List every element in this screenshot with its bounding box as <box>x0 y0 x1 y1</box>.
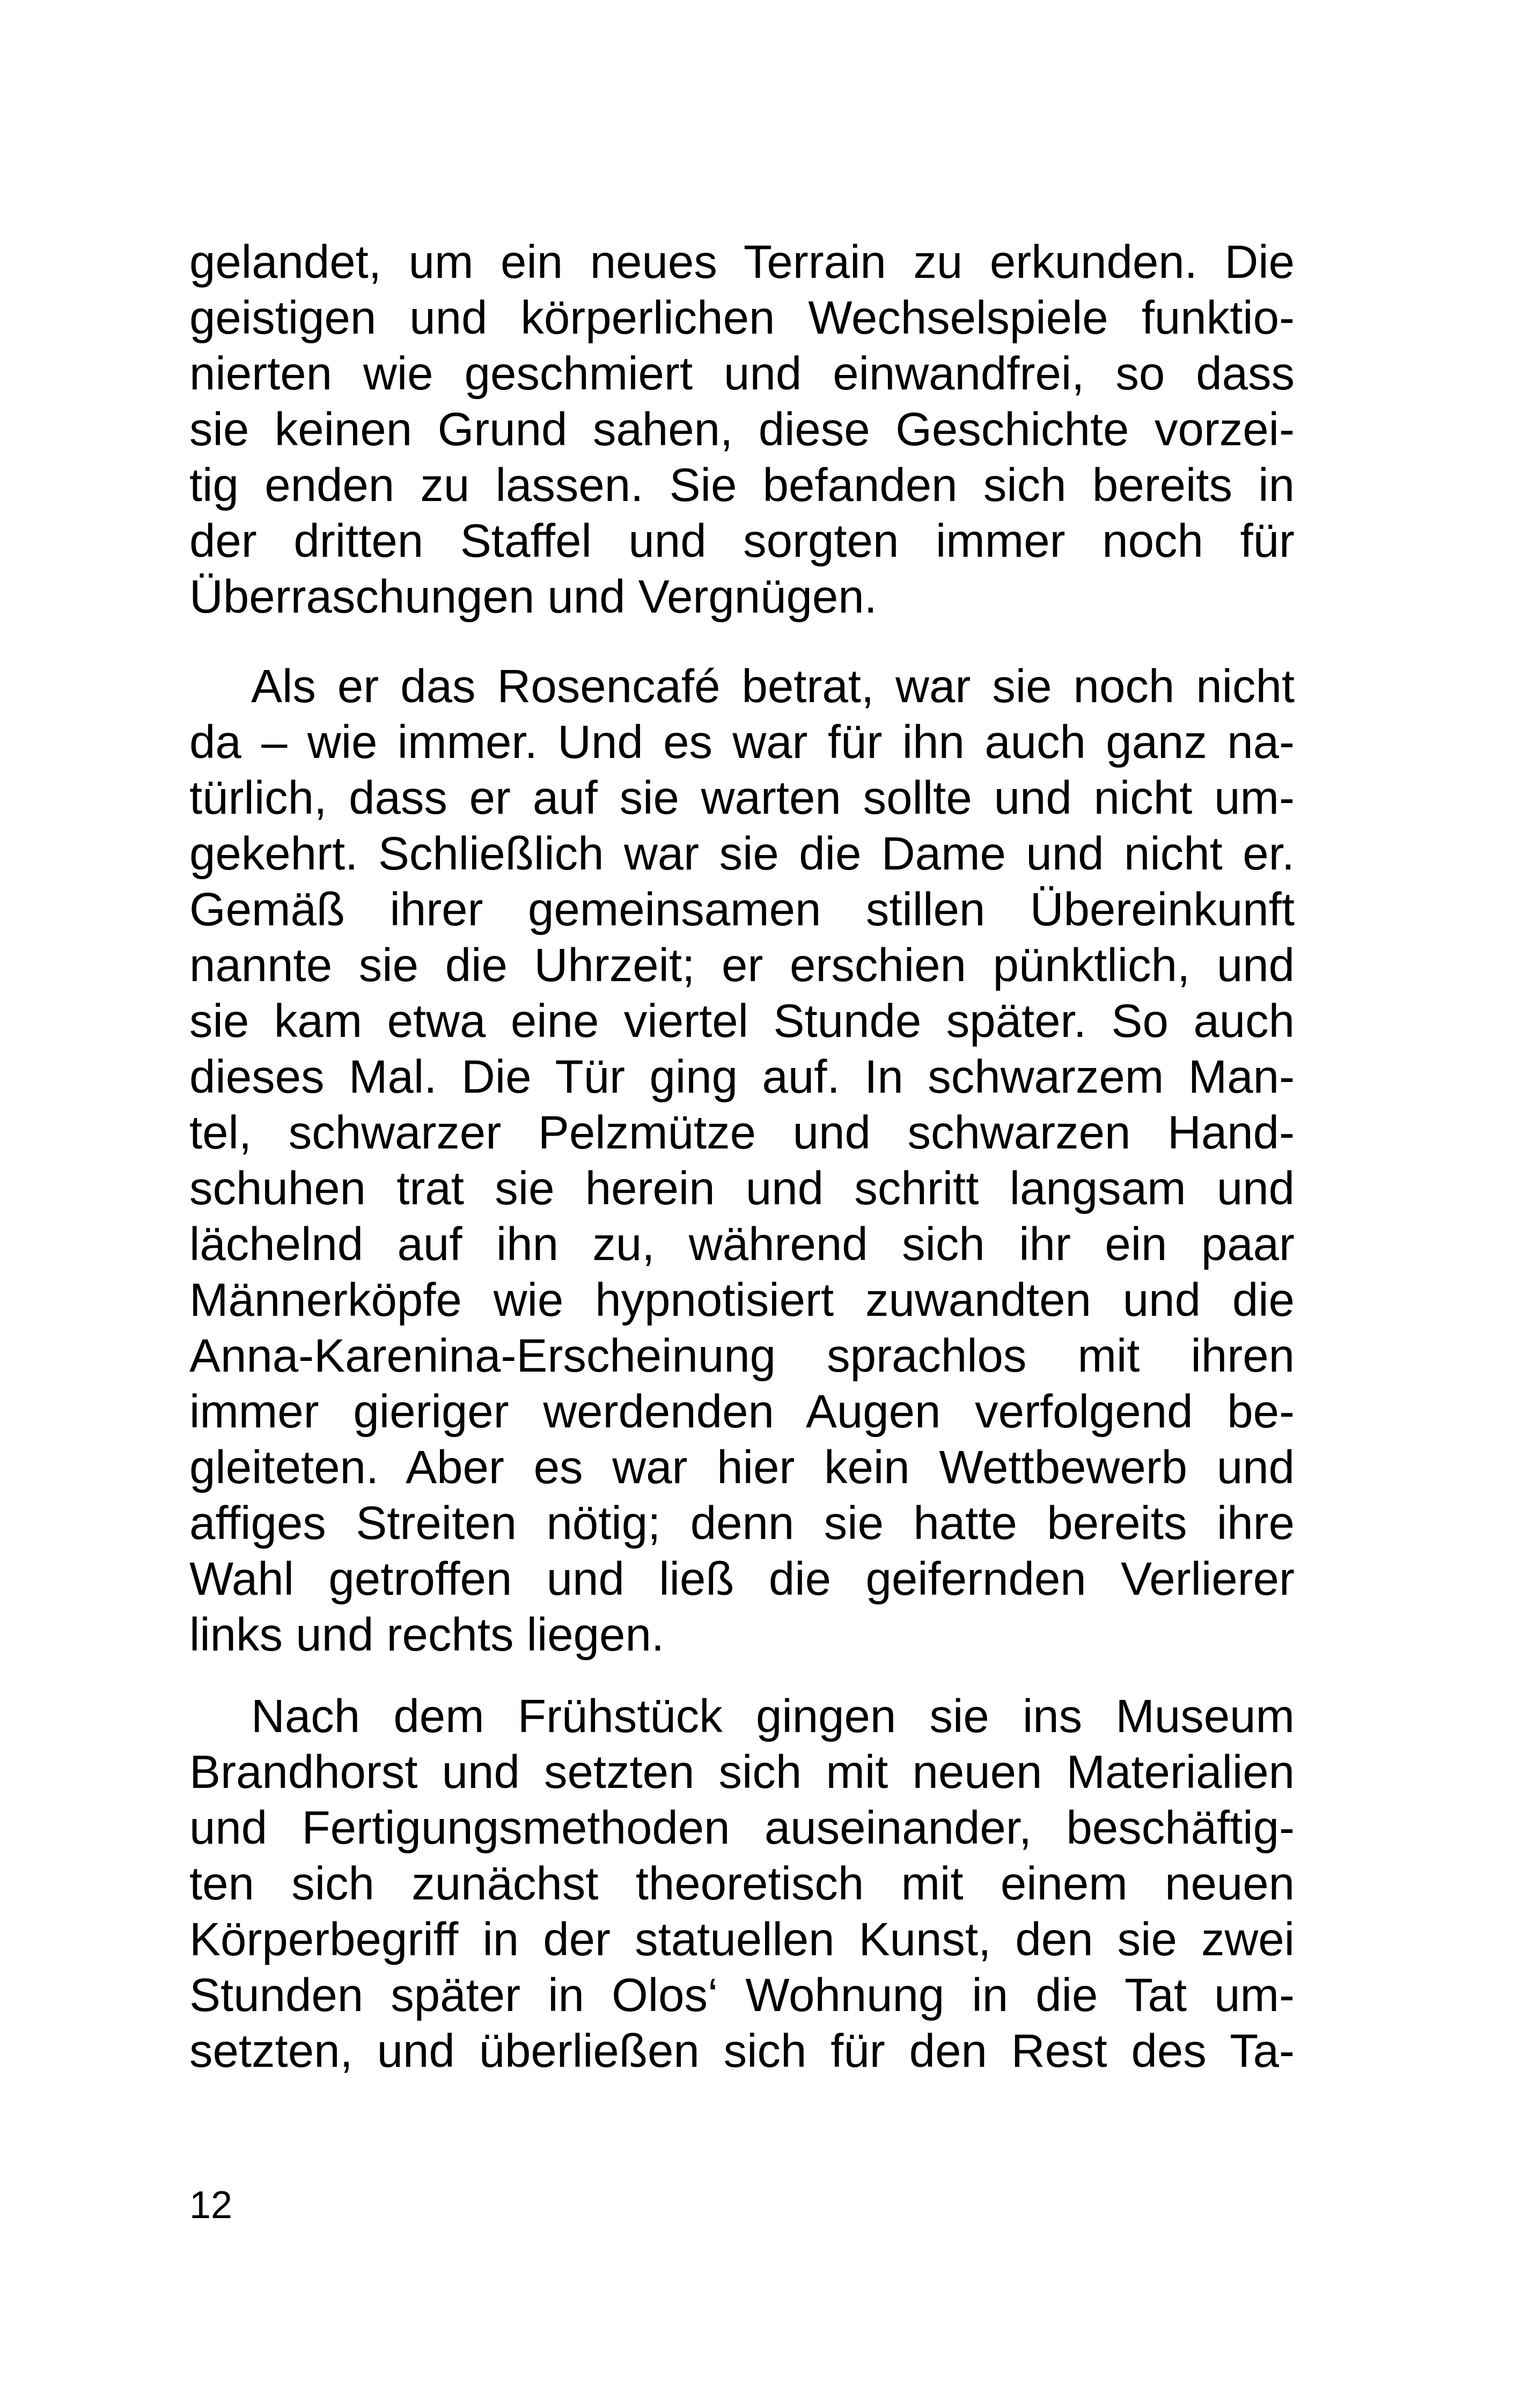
text-line: Brandhorst und setzten sich mit neuen Materialien <box>189 1746 1295 1798</box>
paragraph-1 <box>189 234 1295 625</box>
text-line: Überraschungen und Vergnügen. <box>189 571 877 623</box>
text-line: nierten wie geschmiert und einwandfrei, so dass <box>189 348 1295 400</box>
text-line: ten sich zunächst theoretisch mit einem neuen <box>189 1858 1295 1910</box>
text-line: Körperbegriff in der statuellen Kunst, den sie zwei <box>189 1913 1295 1965</box>
text-line: Anna-Karenina-Erscheinung sprachlos mit ihren <box>189 1330 1295 1382</box>
text-line: gelandet, um ein neues Terrain zu erkunden. Die <box>189 236 1295 288</box>
text-line: Wahl getroffen und ließ die geifernden Verlierer <box>189 1553 1295 1605</box>
text-line: affiges Streiten nötig; denn sie hatte bereits ihre <box>189 1497 1295 1549</box>
page-number: 12 <box>189 2184 233 2227</box>
text-line: gleiteten. Aber es war hier kein Wettbewerb und <box>189 1441 1295 1493</box>
text-line: lächelnd auf ihn zu, während sich ihr ein paar <box>189 1218 1295 1270</box>
text-line: gekehrt. Schließlich war sie die Dame und nicht er. <box>189 828 1295 880</box>
text-line: sie kam etwa eine viertel Stunde später. So auch <box>189 995 1295 1047</box>
paragraph-2 <box>189 659 1295 1663</box>
text-line: Stunden später in Olos‘ Wohnung in die Tat um- <box>189 1969 1295 2021</box>
text-line: und Fertigungsmethoden auseinander, beschäftig- <box>189 1802 1295 1854</box>
text-line: der dritten Staffel und sorgten immer noch für <box>189 515 1295 567</box>
text-line: tig enden zu lassen. Sie befanden sich bereits in <box>189 459 1295 511</box>
text-line: Nach dem Frühstück gingen sie ins Museum <box>251 1690 1295 1742</box>
text-line: dieses Mal. Die Tür ging auf. In schwarzem Man- <box>189 1051 1295 1103</box>
text-line: immer gieriger werdenden Augen verfolgend be- <box>189 1386 1295 1438</box>
text-line: Männerköpfe wie hypnotisiert zuwandten und die <box>189 1274 1295 1326</box>
text-line: türlich, dass er auf sie warten sollte und nicht um- <box>189 772 1295 824</box>
text-line: sie keinen Grund sahen, diese Geschichte vorzei- <box>189 403 1295 455</box>
text-line: Gemäß ihrer gemeinsamen stillen Übereinkunft <box>189 883 1295 936</box>
text-line: schuhen trat sie herein und schritt langsam und <box>189 1162 1295 1214</box>
text-line: Als er das Rosencafé betrat, war sie noch nicht <box>251 660 1295 712</box>
paragraph-3 <box>189 1689 1295 2079</box>
text-line: setzten, und überließen sich für den Rest des Ta- <box>189 2025 1295 2077</box>
text-line: geistigen und körperlichen Wechselspiele funktio- <box>189 292 1295 344</box>
text-line: tel, schwarzer Pelzmütze und schwarzen Hand- <box>189 1107 1295 1159</box>
text-line: links und rechts liegen. <box>189 1609 664 1661</box>
text-line: da – wie immer. Und es war für ihn auch ganz na- <box>189 716 1295 768</box>
text-line: nannte sie die Uhrzeit; er erschien pünktlich, und <box>189 939 1295 991</box>
